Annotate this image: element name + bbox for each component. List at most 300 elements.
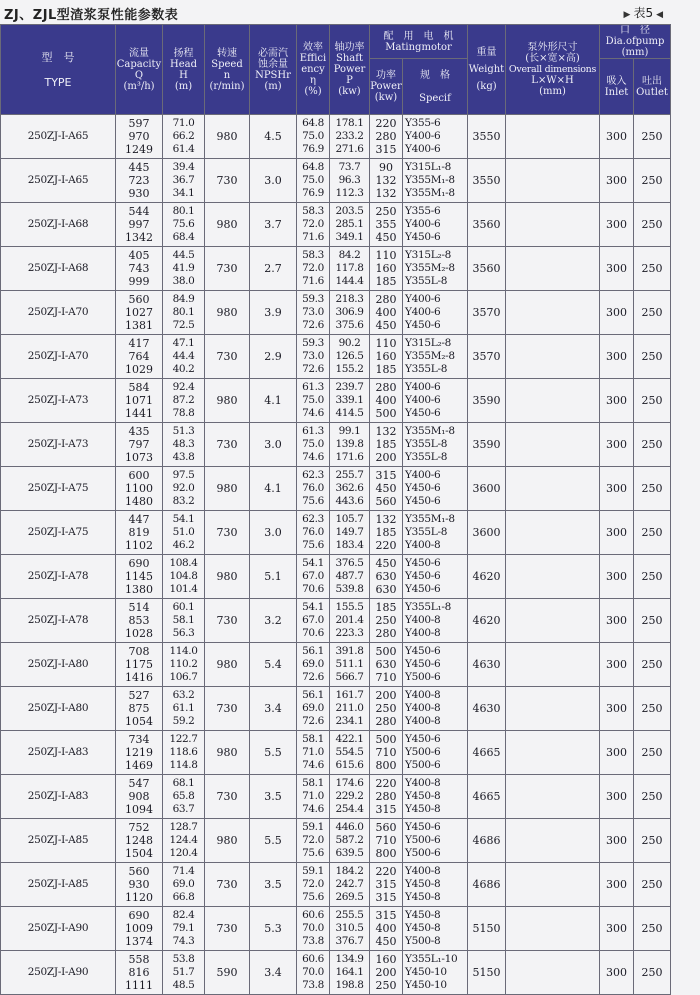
motor-spec-value: Y450-8 — [405, 803, 441, 815]
dimensions-cell — [506, 335, 600, 379]
motor-spec-value: Y500-6 — [405, 746, 441, 758]
capacity-cell — [116, 291, 163, 335]
motor-power-value: 560 — [375, 821, 397, 834]
shaft-power-value: 255.7 — [335, 469, 364, 481]
shaft-power-cell — [330, 951, 370, 995]
efficiency-value: 54.1 — [302, 557, 324, 569]
weight-cell: 5150 — [468, 907, 506, 951]
table-row — [1, 115, 671, 159]
head-cell — [163, 687, 205, 731]
shaft-power-value: 443.6 — [335, 495, 364, 507]
dimensions-cell — [506, 907, 600, 951]
outlet-cell: 250 — [634, 687, 671, 731]
motor-spec-value: Y355M₂-8 — [405, 350, 455, 362]
dimensions-cell — [506, 467, 600, 511]
inlet-cell: 300 — [600, 819, 634, 863]
table-number — [621, 4, 666, 21]
header-shaft-power — [330, 25, 370, 115]
npshr-cell: 4.1 — [250, 467, 297, 511]
efficiency-cell — [297, 291, 330, 335]
efficiency-value: 72.0 — [302, 834, 324, 846]
npshr-cell: 3.2 — [250, 599, 297, 643]
weight-cell: 4665 — [468, 775, 506, 819]
capacity-cell — [116, 247, 163, 291]
weight-cell: 4630 — [468, 687, 506, 731]
capacity-value: 405 — [128, 249, 150, 262]
shaft-power-value: 271.6 — [335, 143, 364, 155]
model-cell: 250ZJ-I-A85 — [1, 863, 116, 907]
motor-power-value: 800 — [375, 847, 397, 860]
efficiency-value: 62.3 — [302, 513, 324, 525]
motor-power-cell — [370, 555, 403, 599]
header-npshr — [250, 25, 297, 115]
shaft-power-value: 139.8 — [335, 438, 364, 450]
model-cell: 250ZJ-I-A83 — [1, 731, 116, 775]
shaft-power-cell — [330, 423, 370, 467]
weight-cell: 3590 — [468, 423, 506, 467]
motor-power-value: 200 — [375, 689, 397, 702]
dimensions-cell — [506, 819, 600, 863]
shaft-power-value: 242.7 — [335, 878, 364, 890]
capacity-value: 1027 — [125, 306, 153, 319]
motor-power-value: 400 — [375, 306, 397, 319]
efficiency-cell — [297, 467, 330, 511]
outlet-cell: 250 — [634, 291, 671, 335]
capacity-cell — [116, 335, 163, 379]
speed-cell: 980 — [205, 203, 250, 247]
efficiency-cell — [297, 687, 330, 731]
motor-power-value: 160 — [375, 350, 397, 363]
shaft-power-cell — [330, 687, 370, 731]
efficiency-value: 71.0 — [302, 790, 324, 802]
npshr-cell: 3.5 — [250, 863, 297, 907]
weight-cell: 3550 — [468, 115, 506, 159]
head-value: 101.4 — [169, 583, 198, 595]
capacity-value: 1029 — [125, 363, 153, 376]
table-row — [1, 159, 671, 203]
table-body — [1, 115, 671, 995]
outlet-cell: 250 — [634, 819, 671, 863]
motor-spec-value: Y400-8 — [405, 614, 441, 626]
efficiency-value: 73.0 — [302, 306, 324, 318]
motor-power-cell — [370, 511, 403, 555]
capacity-value: 544 — [128, 205, 150, 218]
inlet-cell: 300 — [600, 863, 634, 907]
inlet-cell: 300 — [600, 907, 634, 951]
shaft-power-value: 184.2 — [335, 865, 364, 877]
motor-power-value: 630 — [375, 658, 397, 671]
head-value: 69.0 — [172, 878, 195, 890]
weight-cell: 3570 — [468, 291, 506, 335]
header-outlet-cn: 吐出 — [642, 75, 662, 87]
motor-power-value: 630 — [375, 583, 397, 596]
efficiency-value: 72.6 — [302, 319, 324, 331]
table-row — [1, 291, 671, 335]
head-value: 110.2 — [169, 658, 198, 670]
capacity-cell — [116, 775, 163, 819]
efficiency-value: 70.0 — [302, 922, 324, 934]
efficiency-value: 58.1 — [302, 733, 324, 745]
shaft-power-cell — [330, 819, 370, 863]
efficiency-cell — [297, 159, 330, 203]
page-title: ZJ、ZJL型渣浆泵性能参数表 — [4, 8, 179, 23]
head-cell — [163, 819, 205, 863]
head-value: 39.4 — [172, 161, 195, 173]
motor-power-value: 500 — [375, 733, 397, 746]
motor-power-value: 160 — [375, 953, 397, 966]
capacity-value: 1249 — [125, 143, 153, 156]
shaft-power-value: 112.3 — [335, 187, 364, 199]
motor-power-value: 315 — [375, 878, 397, 891]
motor-power-value: 90 — [379, 161, 393, 174]
outlet-cell: 250 — [634, 467, 671, 511]
shaft-power-value: 239.7 — [335, 381, 364, 393]
head-value: 74.3 — [172, 935, 195, 947]
motor-power-value: 200 — [375, 966, 397, 979]
header-dia-en: Dia.ofpump — [605, 36, 665, 47]
capacity-value: 1009 — [125, 922, 153, 935]
capacity-value: 1102 — [125, 539, 153, 552]
motor-spec-value: Y450-8 — [405, 790, 441, 802]
capacity-cell — [116, 599, 163, 643]
header-speed-sym: n — [223, 69, 231, 81]
motor-spec-value: Y355L-8 — [405, 275, 448, 287]
efficiency-cell — [297, 643, 330, 687]
shaft-power-cell — [330, 291, 370, 335]
capacity-cell — [116, 863, 163, 907]
head-value: 80.1 — [172, 205, 195, 217]
motor-spec-value: Y355L₁-8 — [405, 601, 451, 613]
header-weight-unit: (kg) — [476, 81, 497, 92]
motor-power-value: 315 — [375, 891, 397, 904]
capacity-cell — [116, 511, 163, 555]
header-eff-en1: Effici — [299, 53, 327, 64]
weight-cell: 3560 — [468, 203, 506, 247]
motor-spec-cell — [403, 335, 468, 379]
head-value: 104.8 — [169, 570, 198, 582]
capacity-value: 1073 — [125, 451, 153, 464]
motor-power-value: 280 — [375, 627, 397, 640]
speed-cell: 590 — [205, 951, 250, 995]
header-npshr-en: NPSHr — [255, 69, 291, 81]
shaft-power-cell — [330, 511, 370, 555]
npshr-cell: 5.5 — [250, 819, 297, 863]
efficiency-value: 72.0 — [302, 218, 324, 230]
inlet-cell: 300 — [600, 599, 634, 643]
npshr-cell: 2.9 — [250, 335, 297, 379]
model-cell: 250ZJ-I-A68 — [1, 203, 116, 247]
shaft-power-value: 310.5 — [335, 922, 364, 934]
head-value: 38.0 — [172, 275, 195, 287]
motor-spec-value: Y450-6 — [405, 319, 441, 331]
shaft-power-cell — [330, 599, 370, 643]
capacity-value: 560 — [128, 293, 150, 306]
motor-spec-cell — [403, 863, 468, 907]
motor-power-cell — [370, 335, 403, 379]
header-speed-en: Speed — [211, 58, 243, 70]
efficiency-cell — [297, 247, 330, 291]
table-row — [1, 379, 671, 423]
efficiency-cell — [297, 599, 330, 643]
npshr-cell: 3.0 — [250, 511, 297, 555]
capacity-cell — [116, 379, 163, 423]
head-value: 47.1 — [172, 337, 195, 349]
table-header — [1, 25, 671, 115]
head-value: 53.8 — [172, 953, 195, 965]
npshr-cell: 5.5 — [250, 731, 297, 775]
capacity-value: 930 — [128, 187, 150, 200]
shaft-power-value: 375.6 — [335, 319, 364, 331]
motor-power-value: 220 — [375, 539, 397, 552]
head-value: 92.0 — [172, 482, 195, 494]
motor-spec-cell — [403, 379, 468, 423]
table-row — [1, 951, 671, 995]
motor-spec-value: Y400-6 — [405, 130, 441, 142]
speed-cell: 980 — [205, 379, 250, 423]
model-cell: 250ZJ-I-A75 — [1, 467, 116, 511]
speed-cell: 730 — [205, 599, 250, 643]
capacity-value: 597 — [128, 117, 150, 130]
dimensions-cell — [506, 599, 600, 643]
header-weight-cn: 重量 — [476, 47, 497, 58]
shaft-power-cell — [330, 863, 370, 907]
head-cell — [163, 159, 205, 203]
capacity-cell — [116, 951, 163, 995]
head-cell — [163, 467, 205, 511]
shaft-power-value: 255.5 — [335, 909, 364, 921]
efficiency-value: 74.6 — [302, 803, 324, 815]
head-value: 54.1 — [172, 513, 195, 525]
shaft-power-value: 539.8 — [335, 583, 364, 595]
capacity-cell — [116, 159, 163, 203]
motor-spec-value: Y500-6 — [405, 847, 441, 859]
dimensions-cell — [506, 863, 600, 907]
capacity-value: 1094 — [125, 803, 153, 816]
capacity-value: 743 — [128, 262, 150, 275]
shaft-power-cell — [330, 467, 370, 511]
motor-spec-value: Y400-6 — [405, 394, 441, 406]
shaft-power-value: 201.4 — [335, 614, 364, 626]
header-npshr-cn1: 必需汽 — [258, 47, 288, 59]
speed-cell: 730 — [205, 335, 250, 379]
speed-cell: 730 — [205, 423, 250, 467]
outlet-cell: 250 — [634, 247, 671, 291]
shaft-power-value: 566.7 — [335, 671, 364, 683]
head-value: 48.5 — [172, 979, 195, 991]
header-weight — [468, 25, 506, 115]
shaft-power-value: 229.2 — [335, 790, 364, 802]
inlet-cell: 300 — [600, 291, 634, 335]
shaft-power-value: 587.2 — [335, 834, 364, 846]
model-cell: 250ZJ-I-A73 — [1, 379, 116, 423]
capacity-value: 514 — [128, 601, 150, 614]
motor-spec-value: Y500-6 — [405, 671, 441, 683]
header-dim-lwh: L×W×H — [531, 75, 574, 86]
inlet-cell: 300 — [600, 687, 634, 731]
motor-power-value: 280 — [375, 715, 397, 728]
motor-spec-cell — [403, 555, 468, 599]
motor-spec-value: Y400-8 — [405, 702, 441, 714]
head-cell — [163, 335, 205, 379]
capacity-value: 1416 — [125, 671, 153, 684]
npshr-cell: 3.0 — [250, 159, 297, 203]
header-capacity-en: Capacity — [116, 58, 162, 70]
head-cell — [163, 115, 205, 159]
head-value: 84.9 — [172, 293, 195, 305]
motor-spec-value: Y400-6 — [405, 381, 441, 393]
weight-cell: 4620 — [468, 599, 506, 643]
head-cell — [163, 863, 205, 907]
motor-power-cell — [370, 159, 403, 203]
head-value: 58.1 — [172, 614, 195, 626]
motor-spec-cell — [403, 775, 468, 819]
motor-spec-cell — [403, 599, 468, 643]
efficiency-cell — [297, 775, 330, 819]
header-head — [163, 25, 205, 115]
arrow-left-icon: ◀ — [656, 10, 663, 20]
motor-power-value: 450 — [375, 482, 397, 495]
capacity-cell — [116, 643, 163, 687]
dimensions-cell — [506, 423, 600, 467]
outlet-cell: 250 — [634, 423, 671, 467]
motor-power-value: 160 — [375, 262, 397, 275]
efficiency-value: 56.1 — [302, 689, 324, 701]
motor-power-value: 200 — [375, 451, 397, 464]
capacity-value: 1248 — [125, 834, 153, 847]
efficiency-value: 72.6 — [302, 715, 324, 727]
inlet-cell: 300 — [600, 247, 634, 291]
motor-spec-cell — [403, 159, 468, 203]
table-row — [1, 555, 671, 599]
motor-power-cell — [370, 467, 403, 511]
npshr-cell: 3.9 — [250, 291, 297, 335]
capacity-cell — [116, 555, 163, 599]
motor-power-value: 250 — [375, 979, 397, 992]
motor-power-value: 400 — [375, 922, 397, 935]
head-value: 51.3 — [172, 425, 195, 437]
motor-spec-value: Y450-6 — [405, 570, 441, 582]
table-row — [1, 423, 671, 467]
efficiency-value: 75.6 — [302, 495, 324, 507]
outlet-cell: 250 — [634, 775, 671, 819]
motor-spec-cell — [403, 951, 468, 995]
head-value: 114.8 — [169, 759, 198, 771]
shaft-power-value: 391.8 — [335, 645, 364, 657]
shaft-power-value: 285.1 — [335, 218, 364, 230]
efficiency-value: 76.0 — [302, 482, 324, 494]
efficiency-value: 73.0 — [302, 350, 324, 362]
efficiency-cell — [297, 731, 330, 775]
shaft-power-value: 269.5 — [335, 891, 364, 903]
efficiency-value: 71.0 — [302, 746, 324, 758]
model-cell: 250ZJ-I-A78 — [1, 555, 116, 599]
motor-spec-cell — [403, 819, 468, 863]
header-motor-spec-cn: 规 格 — [420, 69, 450, 81]
header-speed — [205, 25, 250, 115]
motor-spec-value: Y355L-8 — [405, 451, 448, 463]
shaft-power-value: 183.4 — [335, 539, 364, 551]
header-eff-cn: 效率 — [303, 42, 323, 53]
model-cell: 250ZJ-I-A70 — [1, 335, 116, 379]
shaft-power-value: 178.1 — [335, 117, 364, 129]
shaft-power-value: 117.8 — [335, 262, 364, 274]
pump-performance-table — [0, 24, 671, 995]
capacity-cell — [116, 907, 163, 951]
efficiency-value: 64.8 — [302, 161, 324, 173]
head-value: 66.2 — [172, 130, 195, 142]
capacity-cell — [116, 731, 163, 775]
dimensions-cell — [506, 115, 600, 159]
outlet-cell: 250 — [634, 511, 671, 555]
motor-spec-value: Y450-6 — [405, 733, 441, 745]
efficiency-cell — [297, 203, 330, 247]
outlet-cell: 250 — [634, 863, 671, 907]
capacity-value: 816 — [128, 966, 150, 979]
head-value: 114.0 — [169, 645, 198, 657]
shaft-power-value: 218.3 — [335, 293, 364, 305]
head-cell — [163, 643, 205, 687]
shaft-power-value: 96.3 — [338, 174, 361, 186]
dimensions-cell — [506, 555, 600, 599]
motor-power-cell — [370, 423, 403, 467]
head-value: 63.2 — [172, 689, 195, 701]
shaft-power-value: 339.1 — [335, 394, 364, 406]
header-capacity-sym: Q — [134, 69, 144, 81]
inlet-cell: 300 — [600, 511, 634, 555]
efficiency-value: 73.8 — [302, 935, 324, 947]
header-motor-power-en: Power — [370, 81, 402, 92]
head-value: 83.2 — [172, 495, 195, 507]
header-motor-spec — [403, 59, 468, 115]
inlet-cell: 300 — [600, 159, 634, 203]
motor-power-value: 450 — [375, 319, 397, 332]
capacity-value: 1219 — [125, 746, 153, 759]
npshr-cell: 4.1 — [250, 379, 297, 423]
efficiency-value: 75.0 — [302, 438, 324, 450]
npshr-cell: 2.7 — [250, 247, 297, 291]
shaft-power-value: 99.1 — [338, 425, 361, 437]
shaft-power-cell — [330, 555, 370, 599]
weight-cell: 4630 — [468, 643, 506, 687]
head-value: 128.7 — [169, 821, 198, 833]
efficiency-cell — [297, 115, 330, 159]
inlet-cell: 300 — [600, 731, 634, 775]
header-outlet — [634, 59, 671, 115]
shaft-power-value: 233.2 — [335, 130, 364, 142]
header-dim-unit: (mm) — [539, 86, 566, 97]
header-motor-cn: 配 用 电 机 — [383, 30, 454, 42]
table-row — [1, 775, 671, 819]
head-value: 51.7 — [172, 966, 195, 978]
shaft-power-cell — [330, 379, 370, 423]
header-inlet-cn: 吸入 — [606, 75, 627, 87]
head-value: 44.4 — [172, 350, 195, 362]
motor-spec-value: Y355M₁-8 — [405, 187, 455, 199]
shaft-power-cell — [330, 643, 370, 687]
shaft-power-cell — [330, 731, 370, 775]
capacity-cell — [116, 423, 163, 467]
head-value: 36.7 — [172, 174, 195, 186]
motor-spec-value: Y450-8 — [405, 878, 441, 890]
head-value: 68.4 — [172, 231, 195, 243]
efficiency-value: 72.0 — [302, 878, 324, 890]
outlet-cell: 250 — [634, 731, 671, 775]
header-motor-power-cn: 功率 — [376, 70, 396, 81]
motor-spec-value: Y355M₁-8 — [405, 174, 455, 186]
header-inlet-en: Inlet — [604, 86, 629, 98]
motor-power-value: 185 — [375, 363, 397, 376]
capacity-value: 1380 — [125, 583, 153, 596]
